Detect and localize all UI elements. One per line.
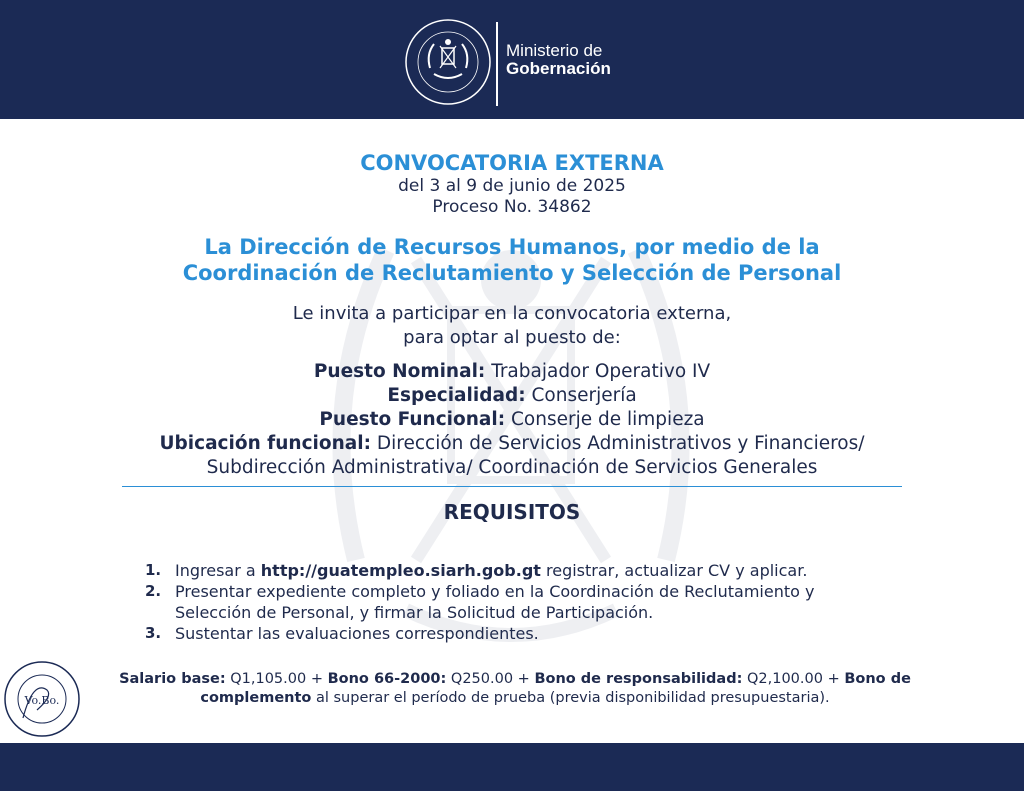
call-title: CONVOCATORIA EXTERNA [360, 151, 664, 175]
list-number: 1. [145, 561, 162, 579]
salary-base-label: Salario base: [119, 671, 226, 687]
bono2-value: Q2,100.00 + [742, 671, 845, 687]
requirement-text: Sustentar las evaluaciones correspondientes. [175, 624, 539, 643]
list-item [145, 560, 925, 581]
header-divider [496, 22, 498, 106]
nominal-value: Trabajador Operativo IV [491, 361, 711, 382]
invitation-line1: Le invita a participar en la convocatoria externa, [292, 303, 732, 324]
list-item [145, 623, 925, 644]
requirement-text [175, 581, 925, 623]
specialty-value: Conserjería [531, 385, 637, 406]
nominal-position [0, 360, 1024, 384]
functional-value: Conserje de limpieza [511, 409, 705, 430]
requirements-list [145, 560, 925, 644]
functional-location [0, 432, 1024, 456]
bono2-label: Bono de responsabilidad: [534, 671, 743, 687]
bono1-value: Q250.00 + [446, 671, 535, 687]
specialty [0, 384, 1024, 408]
main-content [0, 150, 1024, 525]
organizer-heading [0, 234, 1024, 286]
list-number: 2. [145, 582, 162, 600]
specialty-label: Especialidad: [387, 385, 526, 406]
requirement-line2: Selección de Personal, y firmar la Solicitud de Participación. [175, 603, 654, 622]
functional-position [0, 408, 1024, 432]
section-divider [122, 486, 902, 487]
guatemala-seal-logo [404, 18, 492, 106]
organizer-line2: Coordinación de Reclutamiento y Selección de Personal [182, 261, 842, 285]
ministry-line2: Gobernación [506, 58, 611, 78]
bono3-value: al superar el período de prueba (previa disponibilidad presupuestaria). [311, 690, 830, 706]
list-number: 3. [145, 624, 162, 642]
requirement-line1: Presentar expediente completo y foliado en la Coordinación de Reclutamiento y [175, 582, 815, 601]
requirement-text [175, 560, 925, 581]
location-value-line2: Subdirección Administrativa/ Coordinación de Servicios Generales [206, 457, 818, 478]
list-item [145, 581, 925, 623]
location-label: Ubicación funcional: [159, 433, 371, 454]
requirements-title: REQUISITOS [443, 500, 581, 524]
bono1-label: Bono 66-2000: [327, 671, 447, 687]
functional-label: Puesto Funcional: [319, 409, 506, 430]
process-number: Proceso No. 34862 [432, 197, 592, 217]
requirement-text-post: registrar, actualizar CV y aplicar. [540, 561, 808, 580]
call-dates: del 3 al 9 de junio de 2025 [398, 176, 626, 196]
svg-text:Vo.Bo.: Vo.Bo. [24, 694, 60, 707]
invitation-line2: para optar al puesto de: [403, 327, 621, 348]
ministry-line1: Ministerio de [506, 41, 603, 60]
invitation-text [0, 302, 1024, 350]
salary-info [110, 670, 920, 708]
guatempleo-link[interactable]: http://guatempleo.siarh.gob.gt [260, 561, 541, 580]
footer-band [0, 743, 1024, 791]
requirement-text-pre: Ingresar a [175, 561, 261, 580]
location-value-line1: Dirección de Servicios Administrativos y Financieros/ [376, 433, 865, 454]
organizer-line1: La Dirección de Recursos Humanos, por medio de la [204, 235, 820, 259]
salary-base-value: Q1,105.00 + [225, 671, 328, 687]
nominal-label: Puesto Nominal: [313, 361, 486, 382]
bono3-label: Bono de complemento [200, 671, 911, 706]
ministry-logo-text [506, 42, 611, 78]
position-details [0, 360, 1024, 480]
approval-stamp [3, 660, 81, 738]
